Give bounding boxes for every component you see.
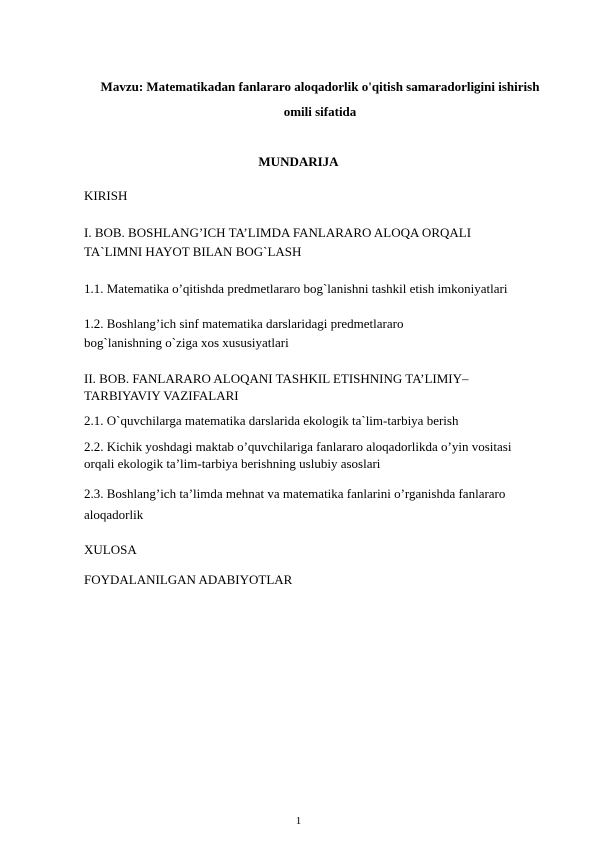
toc-item-intro: KIRISH [84,188,128,203]
toc-item-section-2-3-line1: 2.3. Boshlang’ich ta’limda mehnat va matematika fanlarini o’rganishda fanlararo [84,486,506,501]
document-title-line-2: omili sifatida [283,104,357,119]
toc-item-section-2-2-line2: orqali ekologik ta’lim-tarbiya berishning uslubiy asoslari [84,456,381,471]
toc-item-section-2-1: 2.1. O`quvchilarga matematika darslarida ekologik ta`lim-tarbiya berish [84,413,459,428]
toc-item-references: FOYDALANILGAN ADABIYOTLAR [84,572,293,587]
toc-item-chapter1-line2: TA`LIMNI HAYOT BILAN BOG`LASH [84,244,302,259]
toc-item-chapter2-line1: II. BOB. FANLARARO ALOQANI TASHKIL ETISHNING TA’LIMIY– [84,371,469,386]
toc-item-chapter1-line1: I. BOB. BOSHLANG’ICH TA’LIMDA FANLARARO ALOQA ORQALI [84,225,472,240]
page-number: 1 [295,815,302,827]
document-title-line-1: Mavzu: Matematikadan fanlararo aloqadorlik o'qitish samaradorligini ishirish [100,79,540,94]
toc-item-section-1-2-line2: bog`lanishning o`ziga xos xususiyatlari [84,335,289,350]
toc-item-section-1-2-line1: 1.2. Boshlang’ich sinf matematika darslaridagi predmetlararo [84,316,404,331]
toc-heading: MUNDARIJA [258,154,339,169]
toc-item-conclusion: XULOSA [84,542,137,557]
toc-item-chapter2-line2: TARBIYAVIY VAZIFALARI [84,388,239,403]
toc-item-section-2-2-line1: 2.2. Kichik yoshdagi maktab o’quvchilariga fanlararo aloqadorlikda o’yin vositasi [84,439,512,454]
toc-item-section-1-1: 1.1. Matematika o’qitishda predmetlararo bog`lanishni tashkil etish imkoniyatlari [84,281,508,296]
toc-item-section-2-3-line2: aloqadorlik [84,507,144,522]
